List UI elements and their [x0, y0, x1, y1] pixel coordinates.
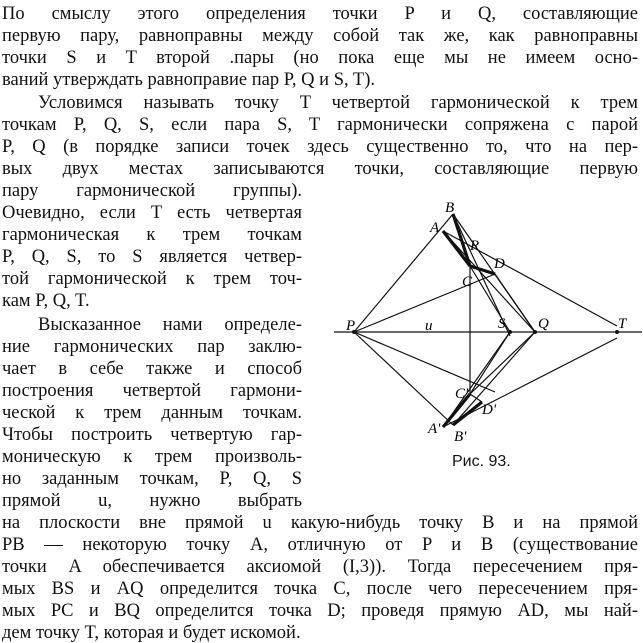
text-line: кам P, Q, T.: [2, 291, 90, 311]
label-C-prime: C': [455, 386, 469, 402]
figure-caption: Рис. 93.: [452, 453, 511, 470]
figure-93: [330, 186, 643, 451]
label-S: S: [498, 316, 506, 332]
label-D: D: [494, 256, 505, 272]
text-line: той гармонической к трем точ-: [2, 269, 302, 289]
label-B: B: [445, 200, 455, 216]
line-AQ: [443, 231, 535, 332]
label-R: R: [470, 238, 480, 254]
label-Q: Q: [538, 316, 549, 332]
text-line: точкам P, Q, S, если пара S, T гармонически сопряжена с парой: [2, 115, 638, 135]
text-line: По смыслу этого определения точки P и Q, составляющие: [2, 4, 638, 24]
text-line: ние гармонических пар заклю-: [2, 337, 302, 357]
text-line: пару гармонической группы).: [2, 181, 302, 201]
segment-B-prime-D-prime: [453, 402, 482, 425]
text-line: гармоническая к трем точкам: [2, 225, 302, 245]
text-line: Высказанное нами определе-: [38, 315, 302, 335]
text-line: ческой к трем данным точкам.: [2, 403, 302, 423]
text-line: первую пару, равноправны между собой так же, как равноправны: [2, 26, 638, 46]
point-Q: [533, 330, 537, 334]
text-line: точки A обеспечивается аксиомой (I,3)). Тогда пересечением пря-: [2, 557, 638, 577]
text-line: построения четвертой гармони-: [2, 381, 302, 401]
text-line: мых PC и BQ определится точка D; проведя прямую AD, мы най-: [2, 601, 638, 621]
text-line: P, Q, S, то S является четвер-: [2, 247, 302, 267]
label-u: u: [425, 318, 433, 334]
text-line: P, Q (в порядке записи точек здесь существенно то, что на пер-: [2, 137, 638, 157]
line-SC-prime: [470, 332, 510, 394]
point-S: [508, 330, 512, 334]
text-line: мых BS и AQ определится точка C, после чего пересечением пря-: [2, 579, 638, 599]
text-line: Чтобы построить четвертую гар-: [2, 425, 302, 445]
line-C-prime-D-prime: [470, 394, 482, 402]
text-line: но заданным точкам, P, Q, S: [2, 469, 302, 489]
geometric-construction-diagram: [330, 186, 643, 451]
label-A: A: [430, 220, 440, 236]
thick-segments: [443, 214, 495, 427]
label-C: C: [462, 274, 473, 290]
label-T: T: [618, 316, 627, 332]
text-line: PB — некоторую точку A, отличную от P и B (существование: [2, 535, 638, 555]
line-PB-prime: [354, 332, 453, 425]
text-line: моническую к трем произволь-: [2, 447, 302, 467]
label-D-prime: D': [482, 402, 497, 418]
segment-BC: [453, 214, 470, 266]
text-line: ваний утверждать равноправие пар P, Q и S, T).: [2, 70, 375, 90]
label-P: P: [346, 318, 356, 334]
text-line: вых двух местах записываются точки, составляющие первую: [2, 159, 638, 179]
text-line: точки S и T второй .пары (но пока еще мы не имеем осно-: [2, 48, 638, 68]
text-line: прямой u, нужно выбрать: [2, 491, 302, 511]
label-B-prime: B': [454, 429, 467, 445]
label-A-prime: A': [428, 421, 441, 437]
text-line: дем точку T, которая и будет искомой.: [2, 623, 301, 643]
construction-lines: [334, 214, 642, 427]
text-line: Условимся называть точку T четвертой гармонической к трем: [38, 93, 638, 113]
text-line: на плоскости вне прямой u какую-нибудь точку B и на прямой: [2, 513, 638, 533]
text-line: Очевидно, если T есть четвертая: [2, 203, 302, 223]
text-line: чает в себе также и способ: [2, 359, 302, 379]
